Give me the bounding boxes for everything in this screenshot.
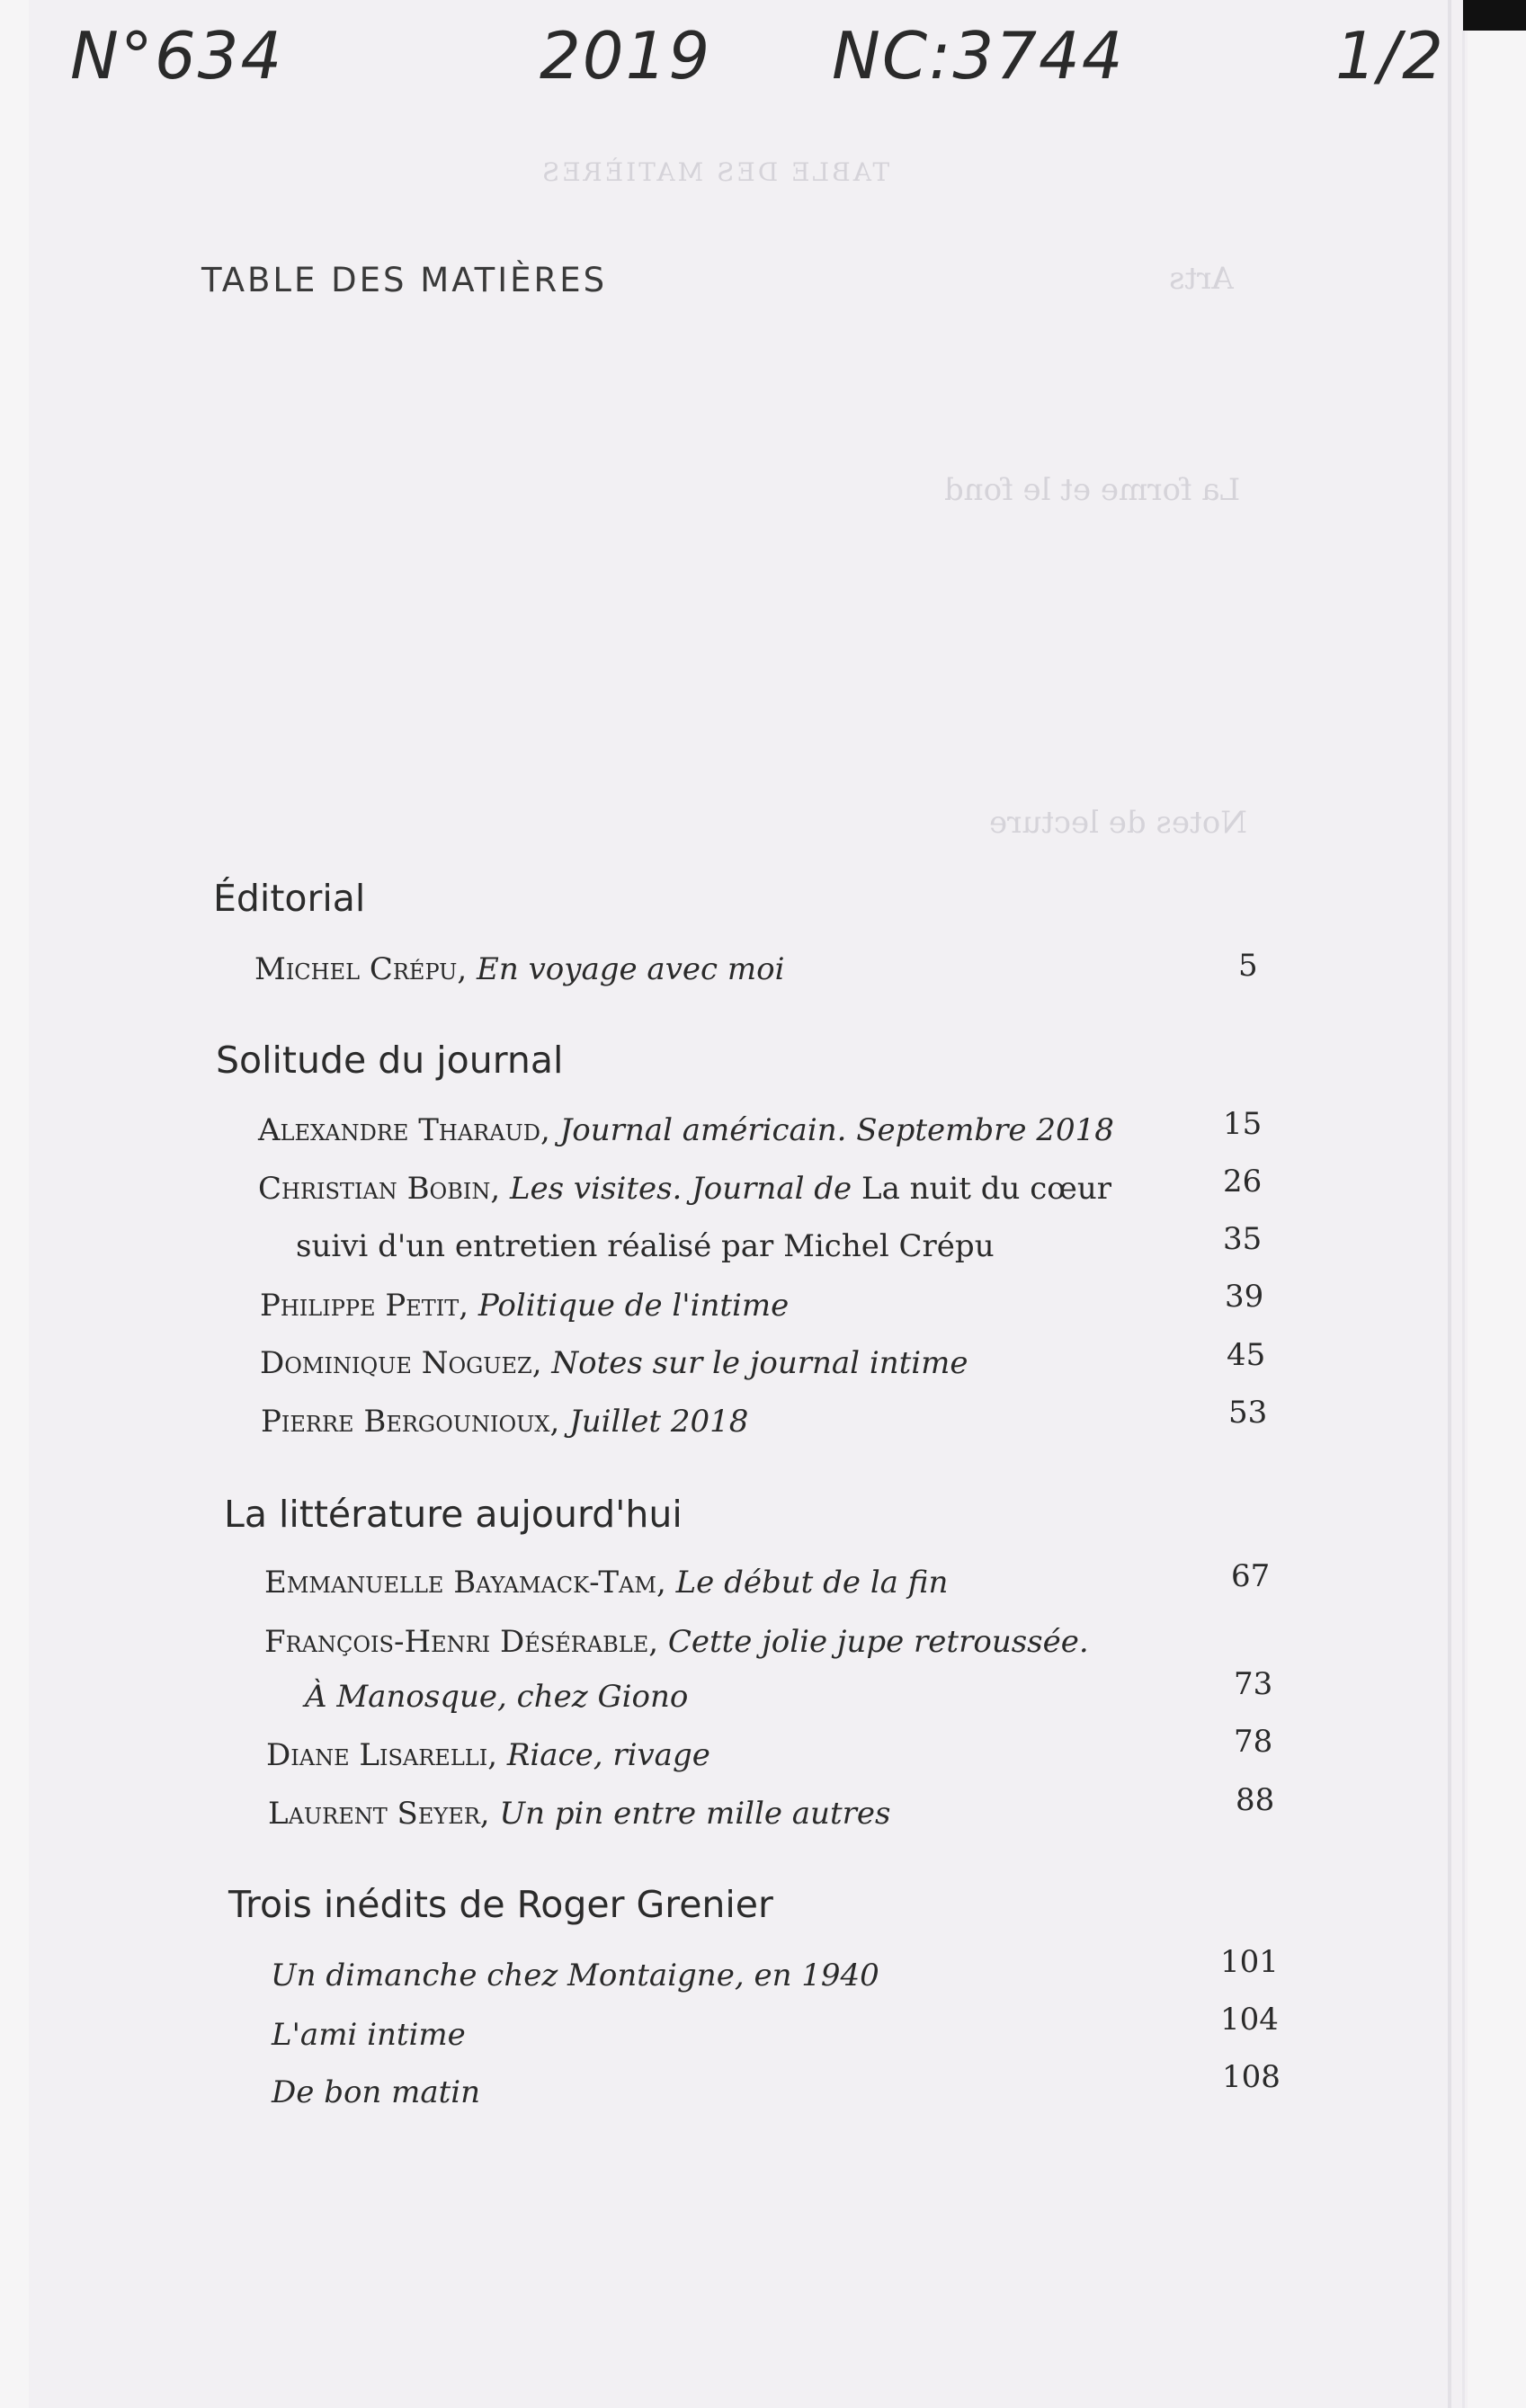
toc-entry	[254, 951, 784, 987]
toc-entry	[258, 1171, 1111, 1207]
section-heading: Éditorial	[213, 877, 366, 920]
page-number: 53	[1228, 1395, 1268, 1431]
toc-entry	[268, 1796, 890, 1832]
handwritten-year: 2019	[540, 18, 712, 94]
page-number: 104	[1220, 2002, 1279, 2038]
entry-title-roman: La nuit du cœur	[861, 1171, 1112, 1207]
entry-author: Philippe Petit	[260, 1288, 460, 1324]
page-number: 73	[1234, 1666, 1273, 1702]
toc-entry: L'ami intime	[272, 2017, 466, 2053]
entry-title: Cette jolie jupe retroussée.	[667, 1624, 1089, 1660]
entry-title: Les visites. Journal de	[509, 1171, 852, 1207]
separator: ,	[459, 1288, 478, 1324]
toc-entry	[261, 1404, 748, 1440]
section-heading: Trois inédits de Roger Grenier	[228, 1883, 773, 1926]
page-number: 15	[1223, 1106, 1263, 1142]
scan-border	[1463, 0, 1526, 31]
ghost-text: La forme et le fond	[944, 472, 1241, 508]
separator: ,	[648, 1624, 668, 1660]
page-title: TABLE DES MATIÈRES	[201, 261, 608, 299]
toc-entry	[260, 1288, 789, 1324]
separator: ,	[457, 951, 477, 987]
page-number: 101	[1220, 1944, 1279, 1980]
entry-author: Michel Crépu	[254, 951, 458, 987]
page-number: 39	[1225, 1279, 1264, 1315]
entry-author: Diane Lisarelli	[266, 1737, 488, 1773]
toc-entry	[264, 1624, 1089, 1660]
entry-author: Christian Bobin	[258, 1171, 491, 1207]
entry-title: En voyage avec moi	[477, 951, 785, 987]
separator: ,	[656, 1565, 676, 1601]
ghost-text: Arts	[1169, 261, 1234, 297]
toc-entry	[258, 1112, 1114, 1148]
page-number: 67	[1231, 1558, 1271, 1594]
handwritten-code: NC:3744	[832, 18, 1125, 94]
ghost-text: Notes de lecture	[989, 805, 1247, 841]
page-number: 78	[1234, 1724, 1273, 1760]
entry-title: Juillet 2018	[569, 1404, 749, 1440]
entry-author: Emmanuelle Bayamack-Tam	[264, 1565, 656, 1601]
page-number: 35	[1223, 1221, 1263, 1257]
separator: ,	[549, 1404, 570, 1440]
toc-entry	[260, 1345, 968, 1381]
entry-title: Journal américain. Septembre 2018	[559, 1112, 1114, 1148]
section-heading: Solitude du journal	[216, 1039, 564, 1082]
page-number: 45	[1227, 1337, 1266, 1373]
entry-title: Un pin entre mille autres	[499, 1796, 891, 1832]
entry-author: Laurent Seyer	[268, 1796, 480, 1832]
ghost-text: TABLE DES MATIÈRES	[540, 157, 890, 187]
handwritten-number: N°634	[70, 18, 284, 94]
separator: ,	[540, 1112, 560, 1148]
toc-entry: suivi d'un entretien réalisé par Michel Crépu	[296, 1228, 995, 1264]
separator: ,	[487, 1737, 507, 1773]
entry-title: Politique de l'intime	[477, 1288, 790, 1324]
handwritten-part: 1/2	[1335, 18, 1445, 94]
entry-title: Notes sur le journal intime	[551, 1345, 968, 1381]
page-edge	[1462, 0, 1465, 2408]
separator	[852, 1171, 861, 1207]
toc-entry: À Manosque, chez Giono	[305, 1679, 689, 1715]
page-number: 108	[1222, 2059, 1281, 2095]
entry-title: Riace, rivage	[506, 1737, 710, 1773]
entry-author: François-Henri Désérable	[264, 1624, 649, 1660]
page-number: 26	[1223, 1164, 1263, 1200]
toc-entry: Un dimanche chez Montaigne, en 1940	[271, 1958, 879, 1993]
separator: ,	[490, 1171, 510, 1207]
page-number: 5	[1238, 948, 1258, 984]
toc-entry: De bon matin	[272, 2074, 481, 2110]
section-heading: La littérature aujourd'hui	[224, 1493, 683, 1536]
entry-author: Alexandre Tharaud	[258, 1112, 541, 1148]
page-edge	[1448, 0, 1451, 2408]
toc-entry	[266, 1737, 710, 1773]
toc-entry	[264, 1565, 948, 1601]
page-number: 88	[1236, 1782, 1275, 1818]
separator: ,	[479, 1796, 500, 1832]
separator: ,	[531, 1345, 552, 1381]
entry-author: Pierre Bergounioux	[261, 1404, 550, 1440]
entry-author: Dominique Noguez	[260, 1345, 532, 1381]
entry-title: Le début de la fin	[675, 1565, 949, 1601]
